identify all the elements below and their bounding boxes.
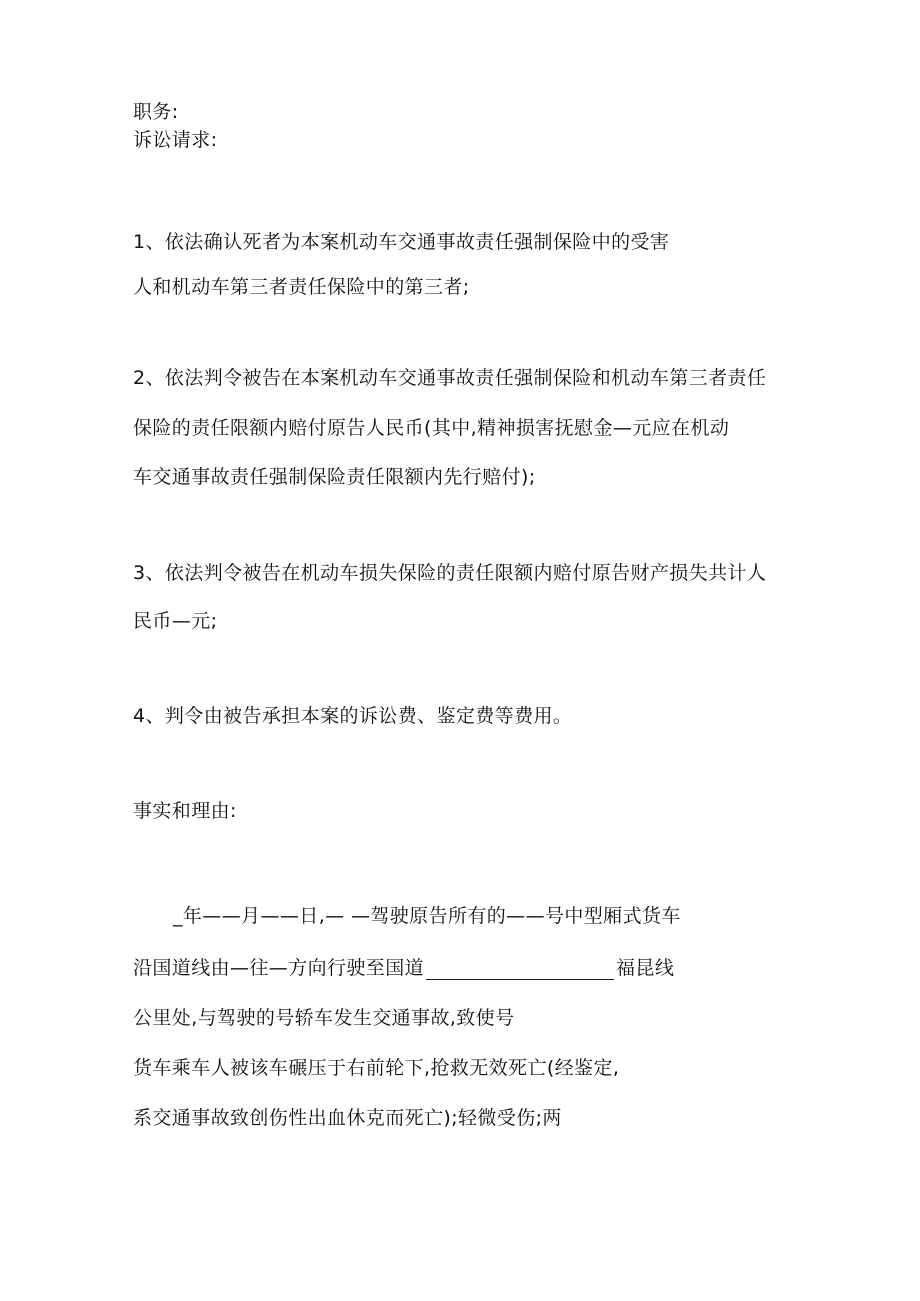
facts-line-3: 公里处,与驾驶的号轿车发生交通事故,致使号 — [133, 1007, 515, 1029]
facts-line-4: 货车乘车人被该车碾压于右前轮下,抢救无效死亡(经鉴定, — [133, 1057, 620, 1079]
claim-4: 4、判令由被告承担本案的诉讼费、鉴定费等费用。 — [133, 705, 573, 727]
claim-2-line-1: 2、依法判令被告在本案机动车交通事故责任强制保险和机动车第三者责任 — [133, 367, 767, 389]
facts-line-2-start: 沿国道线由—往—方向行驶至国道 — [133, 957, 425, 979]
claim-2-line-3: 车交通事故责任强制保险责任限额内先行赔付); — [133, 466, 536, 488]
position-label: 职务: — [133, 101, 179, 123]
claim-3-line-1: 3、依法判令被告在机动车损失保险的责任限额内赔付原告财产损失共计人 — [133, 562, 767, 584]
claims-heading: 诉讼请求: — [133, 129, 218, 151]
claim-1-line-2: 人和机动车第三者责任保险中的第三者; — [133, 276, 470, 298]
facts-line-1: _年——月——日,— —驾驶原告所有的——号中型厢式货车 — [173, 905, 681, 927]
facts-heading: 事实和理由: — [133, 800, 237, 822]
claim-1-line-1: 1、依法确认死者为本案机动车交通事故责任强制保险中的受害 — [133, 231, 670, 253]
facts-line-2-end: 福昆线 — [616, 957, 675, 979]
fill-in-blank — [426, 961, 614, 980]
claim-3-line-2: 民币—元; — [133, 610, 218, 632]
facts-line-5: 系交通事故致创伤性出血休克而死亡);轻微受伤;两 — [133, 1107, 562, 1129]
claim-2-line-2: 保险的责任限额内赔付原告人民币(其中,精神损害抚慰金—元应在机动 — [133, 417, 730, 439]
facts-line-2 — [133, 956, 674, 980]
